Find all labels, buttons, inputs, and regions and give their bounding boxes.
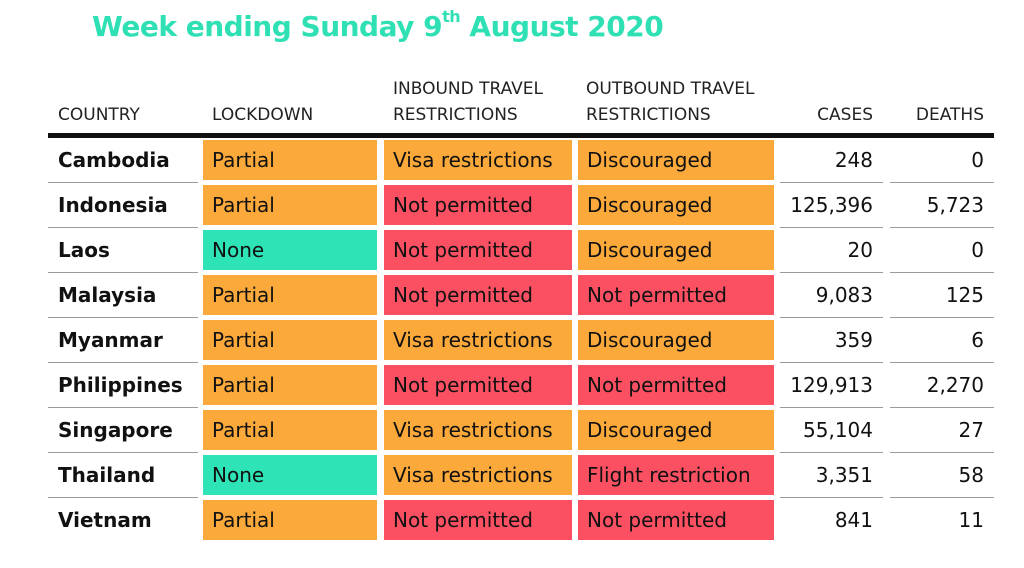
header-inbound <box>393 76 573 128</box>
row-divider <box>48 317 198 318</box>
deaths-cell: 27 <box>958 418 984 442</box>
country-cell: Vietnam <box>58 508 152 532</box>
deaths-cell: 2,270 <box>926 373 984 397</box>
outbound-cell: Not permitted <box>578 365 774 405</box>
cases-cell: 841 <box>834 508 873 532</box>
header-outbound-line2: RESTRICTIONS <box>586 105 711 125</box>
row-divider <box>890 317 994 318</box>
row-divider <box>780 407 883 408</box>
lockdown-cell: Partial <box>203 410 377 450</box>
lockdown-cell: Partial <box>203 140 377 180</box>
lockdown-cell: None <box>203 230 377 270</box>
lockdown-cell: Partial <box>203 275 377 315</box>
row-divider <box>890 407 994 408</box>
country-cell: Cambodia <box>58 148 170 172</box>
lockdown-cell: None <box>203 455 377 495</box>
row-divider <box>48 272 198 273</box>
cases-cell: 3,351 <box>815 463 873 487</box>
header-deaths: DEATHS <box>915 105 984 125</box>
row-divider <box>48 182 198 183</box>
cases-cell: 20 <box>847 238 873 262</box>
cases-cell: 9,083 <box>815 283 873 307</box>
header-cases: CASES <box>817 105 873 125</box>
page-title: Week ending Sunday 9th August 2020 <box>92 6 664 43</box>
deaths-cell: 0 <box>971 238 984 262</box>
inbound-cell: Not permitted <box>384 365 572 405</box>
row-divider <box>48 407 198 408</box>
country-cell: Thailand <box>58 463 156 487</box>
inbound-cell: Not permitted <box>384 275 572 315</box>
inbound-cell: Visa restrictions <box>384 140 572 180</box>
row-divider <box>890 272 994 273</box>
row-divider <box>780 227 883 228</box>
deaths-cell: 6 <box>971 328 984 352</box>
outbound-cell: Discouraged <box>578 185 774 225</box>
country-cell: Malaysia <box>58 283 157 307</box>
row-divider <box>48 452 198 453</box>
row-divider <box>890 362 994 363</box>
outbound-cell: Flight restriction <box>578 455 774 495</box>
header-outbound <box>586 76 776 128</box>
row-divider <box>48 362 198 363</box>
row-divider <box>890 452 994 453</box>
lockdown-cell: Partial <box>203 185 377 225</box>
row-divider <box>890 497 994 498</box>
deaths-cell: 0 <box>971 148 984 172</box>
row-divider <box>890 227 994 228</box>
country-cell: Laos <box>58 238 110 262</box>
cases-cell: 55,104 <box>803 418 873 442</box>
header-country: COUNTRY <box>58 105 140 125</box>
country-cell: Indonesia <box>58 193 168 217</box>
cases-cell: 125,396 <box>790 193 873 217</box>
inbound-cell: Not permitted <box>384 500 572 540</box>
header-outbound-line1: OUTBOUND TRAVEL <box>586 79 755 99</box>
inbound-cell: Not permitted <box>384 230 572 270</box>
outbound-cell: Not permitted <box>578 275 774 315</box>
header-lockdown: LOCKDOWN <box>212 105 314 125</box>
deaths-cell: 11 <box>958 508 984 532</box>
inbound-cell: Visa restrictions <box>384 410 572 450</box>
row-divider <box>780 452 883 453</box>
outbound-cell: Discouraged <box>578 320 774 360</box>
outbound-cell: Not permitted <box>578 500 774 540</box>
row-divider <box>48 227 198 228</box>
cases-cell: 248 <box>834 148 873 172</box>
row-divider <box>780 317 883 318</box>
country-cell: Philippines <box>58 373 183 397</box>
inbound-cell: Visa restrictions <box>384 320 572 360</box>
cases-cell: 359 <box>834 328 873 352</box>
cases-cell: 129,913 <box>790 373 873 397</box>
country-cell: Singapore <box>58 418 173 442</box>
outbound-cell: Discouraged <box>578 140 774 180</box>
header-inbound-line1: INBOUND TRAVEL <box>393 79 544 99</box>
lockdown-cell: Partial <box>203 365 377 405</box>
lockdown-cell: Partial <box>203 320 377 360</box>
country-cell: Myanmar <box>58 328 163 352</box>
row-divider <box>780 497 883 498</box>
lockdown-cell: Partial <box>203 500 377 540</box>
outbound-cell: Discouraged <box>578 230 774 270</box>
inbound-cell: Visa restrictions <box>384 455 572 495</box>
deaths-cell: 58 <box>958 463 984 487</box>
row-divider <box>780 362 883 363</box>
row-divider <box>780 182 883 183</box>
header-inbound-line2: RESTRICTIONS <box>393 105 518 125</box>
outbound-cell: Discouraged <box>578 410 774 450</box>
deaths-cell: 5,723 <box>926 193 984 217</box>
row-divider <box>890 182 994 183</box>
deaths-cell: 125 <box>945 283 984 307</box>
inbound-cell: Not permitted <box>384 185 572 225</box>
header-rule <box>48 133 994 138</box>
row-divider <box>780 272 883 273</box>
row-divider <box>48 497 198 498</box>
